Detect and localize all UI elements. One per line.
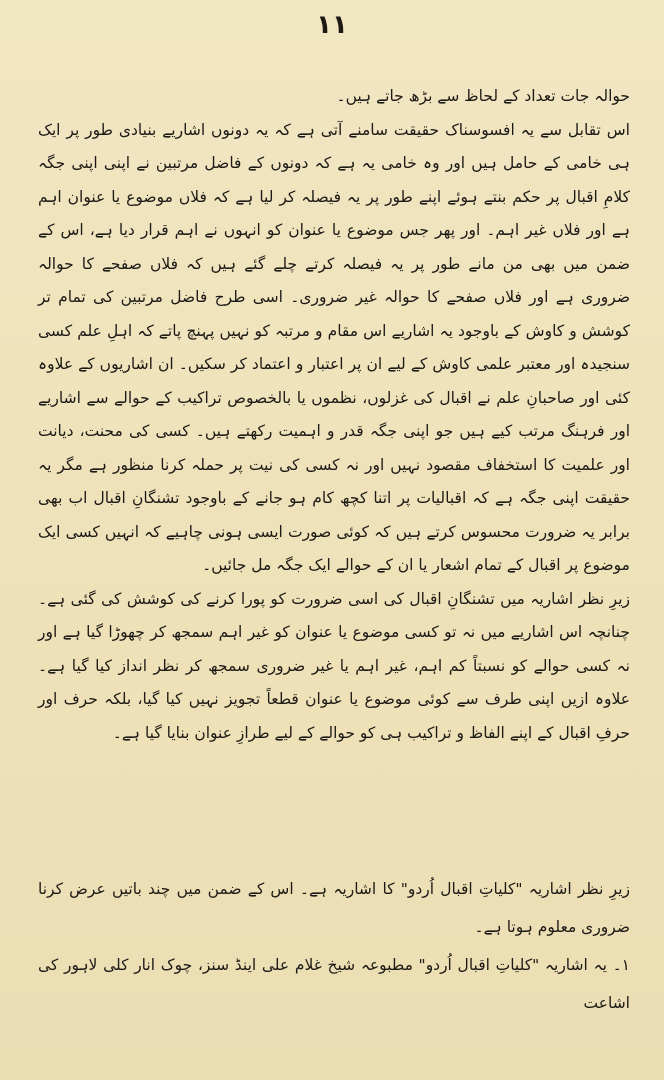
section-intro: زیرِ نظر اشاریہ "کلیاتِ اقبال اُردو" کا اشاریہ ہے۔ اس کے ضمن میں چند باتیں عرض کرنا ضروری معلوم ہوتا ہے۔ (38, 880, 630, 936)
paragraph-3: زیرِ نظر اشاریہ میں تشنگانِ اقبال کی اسی ضرورت کو پورا کرنے کی کوشش کی گئی ہے۔ چنانچہ اس اشاریے میں نہ تو کسی موضوع یا عنوان کو غیر اہم سمجھ کر چھوڑا گیا ہے اور نہ کسی حوالے کو نسبتاً کم اہم، غیر اہم یا غیر ضروری سمجھ کر نظر انداز کیا گیا ہے۔ علاوہ ازیں اپنی طرف سے کوئی موضوع یا عنوان قطعاً تجویز نہیں کیا گیا، بلکہ حرف اور حرفِ اقبال کے اپنے الفاظ و تراکیب ہی کو حوالے کے لیے طرازِ عنوان بنایا گیا ہے۔ (38, 589, 630, 742)
paragraph-1: حوالہ جات تعداد کے لحاظ سے بڑھ جاتے ہیں۔ (336, 87, 630, 105)
paragraph-2: اس تقابل سے یہ افسوسناک حقیقت سامنے آتی ہے کہ یہ دونوں اشاریے بنیادی طور پر ایک ہی خامی کے حامل ہیں اور وہ خامی یہ ہے کہ دونوں کے فاضل مرتبین نے اپنی اپنی جگہ کلامِ اقبال پر حکم بنتے ہوئے اپنے طور پر یہ فیصلہ کر لیا ہے کہ فلاں موضوع یا عنوان اہم ہے اور فلاں غیر اہم۔ اور پھر جس موضوع یا عنوان کو انہوں نے اہم قرار دیا ہے، اس کے ضمن میں بھی من مانے طور پر یہ فیصلہ کرتے چلے گئے ہیں کہ فلاں صفحے کا حوالہ ضروری ہے اور فلاں صفحے کا حوالہ غیر ضروری۔ اسی طرح فاضل مرتبین کی تمام تر کوشش و کاوش کے باوجود یہ اشاریے اس مقام و مرتبہ کو نہیں پہنچ پاتے کہ اہلِ علم کسی سنجیدہ اور معتبر علمی کاوش کے لیے ان پر اعتبار و اعتماد کر سکیں۔ ان اشاریوں کے علاوہ کئی اور صاحبانِ علم نے اقبال کی غزلوں، نظموں یا بالخصوص تراکیب کے حوالے سے اشاریے اور فرہنگ مرتب کیے ہیں جو اپنی جگہ قدر و اہمیت رکھتے ہیں۔ کسی کی محنت، دیانت اور علمیت کا استخفاف مقصود نہیں اور نہ کسی کی نیت پر حملہ کرنا منظور ہے مگر یہ حقیقت اپنی جگہ ہے کہ اقبالیات پر اتنا کچھ کام ہو جانے کے باوجود تشنگانِ اقبال اب بھی برابر یہ ضرورت محسوس کرتے ہیں کہ کوئی صورت ایسی ہونی چاہیے کہ انہیں کسی ایک موضوع پر اقبال کے تمام اشعار یا ان کے حوالے ایک جگہ مل جائیں۔ (38, 120, 630, 574)
notes-section (38, 870, 630, 1022)
page-number: ۱۱ (316, 10, 348, 40)
body-text (38, 80, 630, 750)
section-item-1: ۱۔ یہ اشاریہ "کلیاتِ اقبال اُردو" مطبوعہ شیخ غلام علی اینڈ سنز، چوک انار کلی لاہور کی اشاعت (38, 956, 630, 1012)
